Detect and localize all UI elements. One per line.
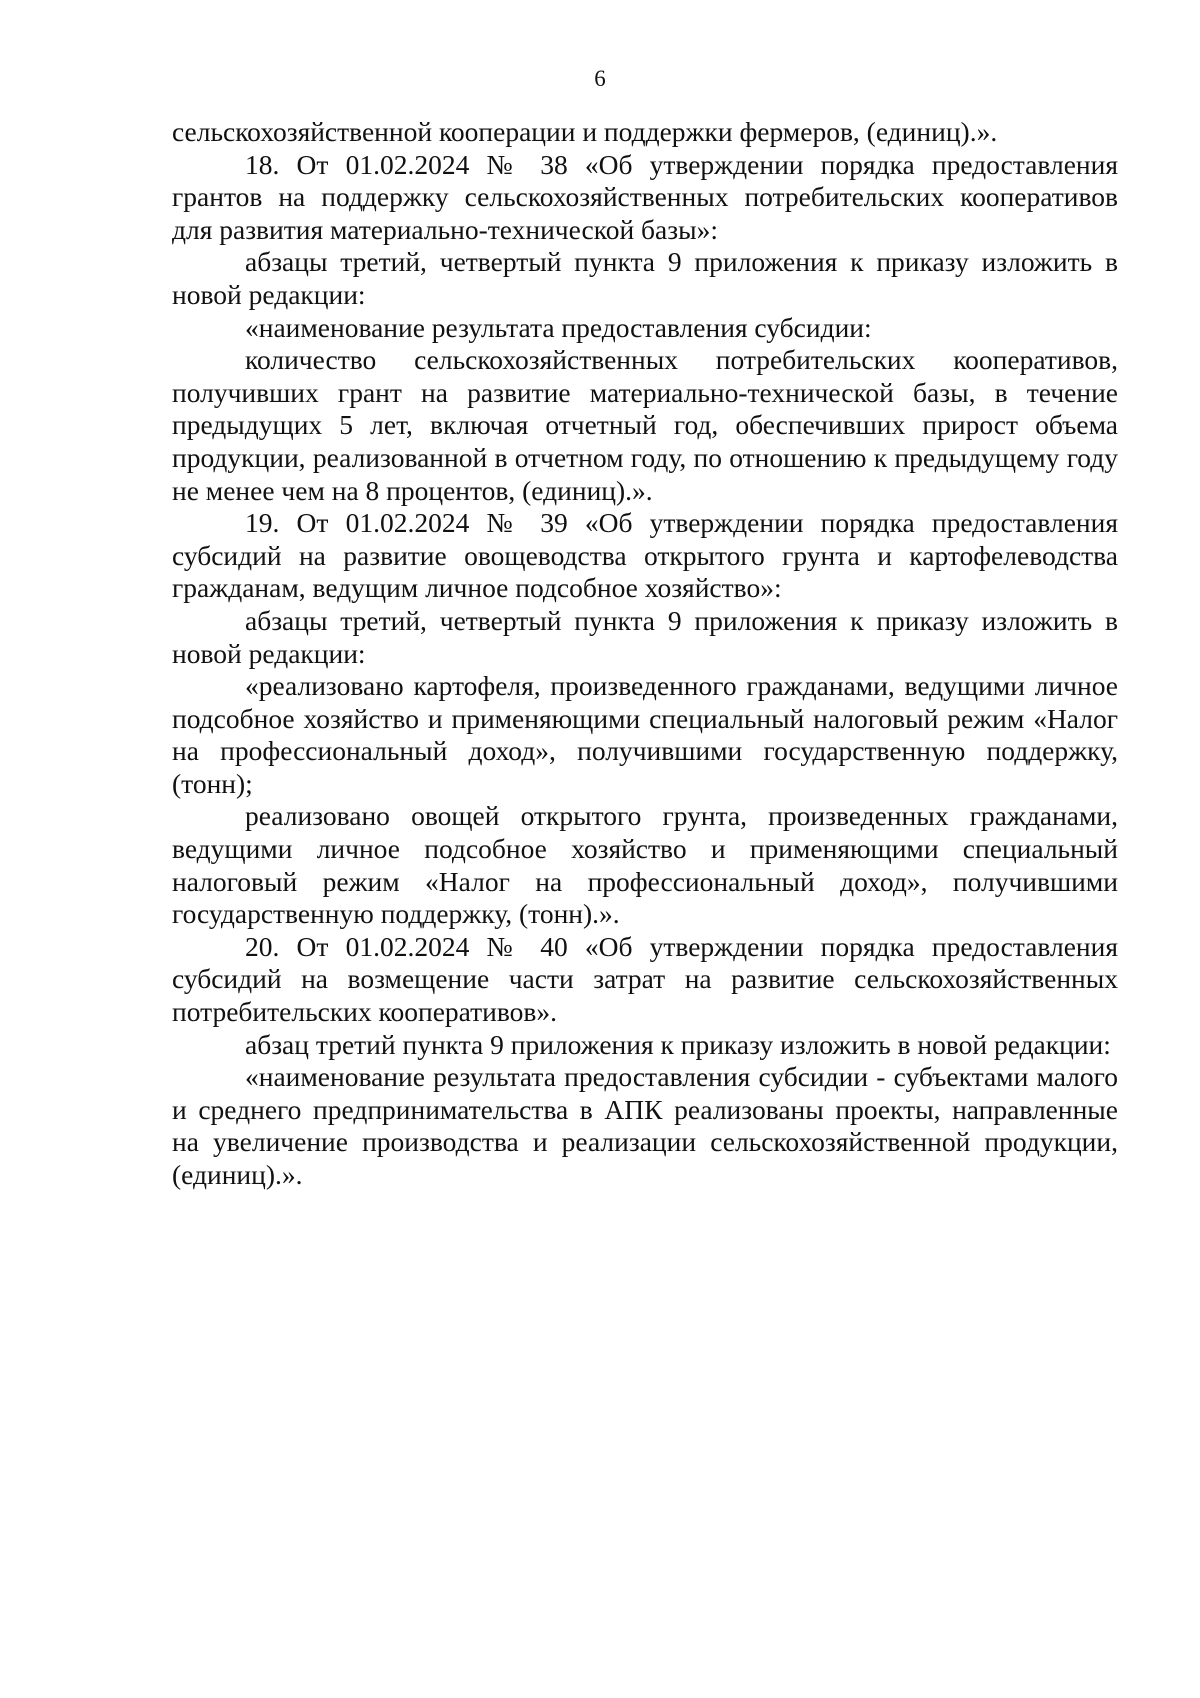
paragraph-quote-18-body: количество сельскохозяйственных потребительских кооперативов, получивших грант на развитие материально-технической базы, в течение предыдущих 5 лет, включая отчетный год, обеспечивших прирост объема продукции, реализованной в отчетном году, по отношению к предыдущему году не менее чем на 8 процентов, (единиц).». — [172, 344, 1118, 506]
document-body — [172, 116, 1118, 1192]
paragraph-instruction-20: абзац третий пункта 9 приложения к приказу изложить в новой редакции: — [245, 1028, 1111, 1060]
paragraph-quote-19-potatoes: «реализовано картофеля, произведенного гражданами, ведущими личное подсобное хозяйство и применяющими специальный налоговый режим «Налог на профессиональный доход», получившими государственную поддержку, (тонн); — [172, 670, 1118, 799]
paragraph-item-20: 20. От 01.02.2024 № 40 «Об утверждении порядка предоставления субсидий на возмещение части затрат на развитие сельскохозяйственных потребительских кооперативов». — [172, 930, 1118, 1028]
paragraph-instruction-18: абзацы третий, четвертый пункта 9 приложения к приказу изложить в новой редакции: — [172, 246, 1118, 310]
page-number: 6 — [594, 66, 606, 91]
paragraph-instruction-19: абзацы третий, четвертый пункта 9 приложения к приказу изложить в новой редакции: — [172, 604, 1118, 669]
paragraph-quote-20: «наименование результата предоставления субсидии - субъектами малого и среднего предпринимательства в АПК реализованы проекты, направленные на увеличение производства и реализации сельскохозяйственной продукции, (единиц).». — [172, 1061, 1118, 1190]
paragraph-continuation: сельскохозяйственной кооперации и поддержки фермеров, (единиц).». — [172, 116, 998, 147]
paragraph-quote-18-title: «наименование результата предоставления субсидии: — [245, 311, 872, 343]
paragraph-item-18: 18. От 01.02.2024 № 38 «Об утверждении порядка предоставления грантов на поддержку сельскохозяйственных потребительских кооперативов для развития материально-технической базы»: — [172, 148, 1118, 245]
paragraph-quote-19-vegetables: реализовано овощей открытого грунта, произведенных гражданами, ведущими личное подсобное хозяйство и применяющими специальный налоговый режим «Налог на профессиональный доход», получившими государственную поддержку, (тонн).». — [172, 800, 1118, 930]
paragraph-item-19: 19. От 01.02.2024 № 39 «Об утверждении порядка предоставления субсидий на развитие овощеводства открытого грунта и картофелеводства гражданам, ведущим личное подсобное хозяйство»: — [172, 507, 1118, 604]
